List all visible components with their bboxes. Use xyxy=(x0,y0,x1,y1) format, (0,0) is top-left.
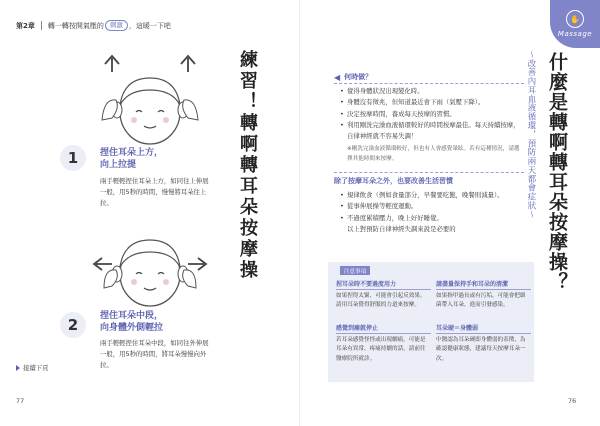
series-pill: 刺激 xyxy=(105,20,128,31)
step-1-title xyxy=(100,147,163,171)
list-item: • 不過度累積壓力，晚上好好睡覺。 xyxy=(340,213,443,222)
chapter-label: 第2章 xyxy=(16,21,35,30)
when-list xyxy=(340,86,520,164)
caution-item: 耳朵硬＝身體弱 中醫認為耳朵硬即身體弱的表徵，為確認健康狀態，建議每天按摩耳朵一次。 xyxy=(436,324,531,364)
step-1-title-line2: 向上拉提 xyxy=(100,160,137,170)
list-item: • 利用剛洗完澡血液循環較好的時間按摩最佳。每天持續按摩，自律神經就不容易失調！ xyxy=(340,120,520,141)
series-text-post: ，這暖一下吧 xyxy=(128,21,171,30)
list-item: • 身體沒有徵兆，但知道最近會下雨（氣壓下降）。 xyxy=(340,98,485,107)
habits-list xyxy=(340,190,520,235)
right-vertical-subtitle: ～改善內耳血液循環，預防兩天都會症狀～ xyxy=(527,50,537,219)
right-page xyxy=(300,0,600,426)
continued-note xyxy=(16,363,49,372)
massage-badge xyxy=(550,0,600,48)
list-item: • 覺得身體狀況出現變化時。 xyxy=(340,87,424,95)
list-item: • 決定按摩時間，養成每天按摩的習慣。 xyxy=(340,109,456,118)
step-1-title-line1: 捏住耳朵上方， xyxy=(100,148,164,158)
badge-label: Massage xyxy=(557,30,593,38)
left-vertical-title: 練習！轉啊轉耳朵按摩操 xyxy=(237,50,258,281)
face-pull-up-icon xyxy=(90,50,210,145)
illustration-step-1 xyxy=(90,50,210,140)
list-item: • 從事伸展操等輕度運動。 xyxy=(340,202,418,211)
right-page-number: 76 xyxy=(568,397,577,405)
step-2-title xyxy=(100,310,163,334)
left-page-number: 77 xyxy=(16,397,25,405)
habits-tail: 以上對預防自律神經失調來說是必要的 xyxy=(347,224,456,233)
continued-note-text: 接續下頁 xyxy=(23,364,49,372)
list-item: • 規律飲食（例如食量部分，早餐要吃飽，晚餐則減量）。 xyxy=(340,191,504,199)
caution-tag: 注意事項 xyxy=(340,266,370,275)
when-heading-text: 何時做？ xyxy=(344,73,373,81)
right-vertical-title: 什麼是轉啊轉耳朵按摩操？ xyxy=(546,52,568,292)
step-number-badge: 2 xyxy=(60,312,86,338)
illustration-step-2 xyxy=(90,222,210,312)
caution-item: 請盡量保持手和耳朵的清潔 如果指甲過長或有污垢，可能會把細菌帶入耳朵，進而引發感染。 xyxy=(436,280,531,311)
caution-item: 捏耳朵時不要過度用力 如果捏得太緊，可能會引起反效果。請用耳朵覺得舒服的力道來按摩。 xyxy=(336,280,431,311)
megaphone-icon: ◀ xyxy=(334,72,341,82)
step-2-description: 兩手輕輕捏住耳朵中段，如同往外伸展一般，用5秒的時間，將耳朵慢慢向外拉。 xyxy=(100,339,209,369)
habits-heading: 除了按摩耳朵之外，也要改善生活習慣 xyxy=(334,177,453,185)
caution-item: 感覺到痛就停止 若耳朵感覺怪怪或出現劇痛，可能是耳朵有異常，疼痛持續的話，請前往醫療院所就診。 xyxy=(336,324,431,364)
dashed-divider xyxy=(334,172,524,173)
hand-icon: ✋ xyxy=(566,10,584,28)
series-text-pre: 轉一轉按開氣壓的 xyxy=(47,21,104,30)
step-2-title-line1: 捏住耳朵中段， xyxy=(100,311,164,321)
when-note: ※剛洗完澡血液循環較好，但也有人會感覺暈眩。若有這種情況，請選擇其他時間來按摩。 xyxy=(347,146,520,162)
step-number-badge: 1 xyxy=(60,145,86,171)
chapter-header xyxy=(16,20,171,31)
step-1-description: 兩手輕輕捏住耳朵上方，如同往上伸展一般，用5秒的時間，慢慢將耳朵往上拉。 xyxy=(100,177,209,207)
header-divider xyxy=(41,21,42,30)
when-heading xyxy=(334,72,372,82)
triangle-right-icon xyxy=(16,365,20,371)
step-2-title-line2: 向身體外側輕拉 xyxy=(100,323,164,333)
face-pull-out-icon xyxy=(90,222,210,312)
dashed-divider xyxy=(334,83,524,84)
